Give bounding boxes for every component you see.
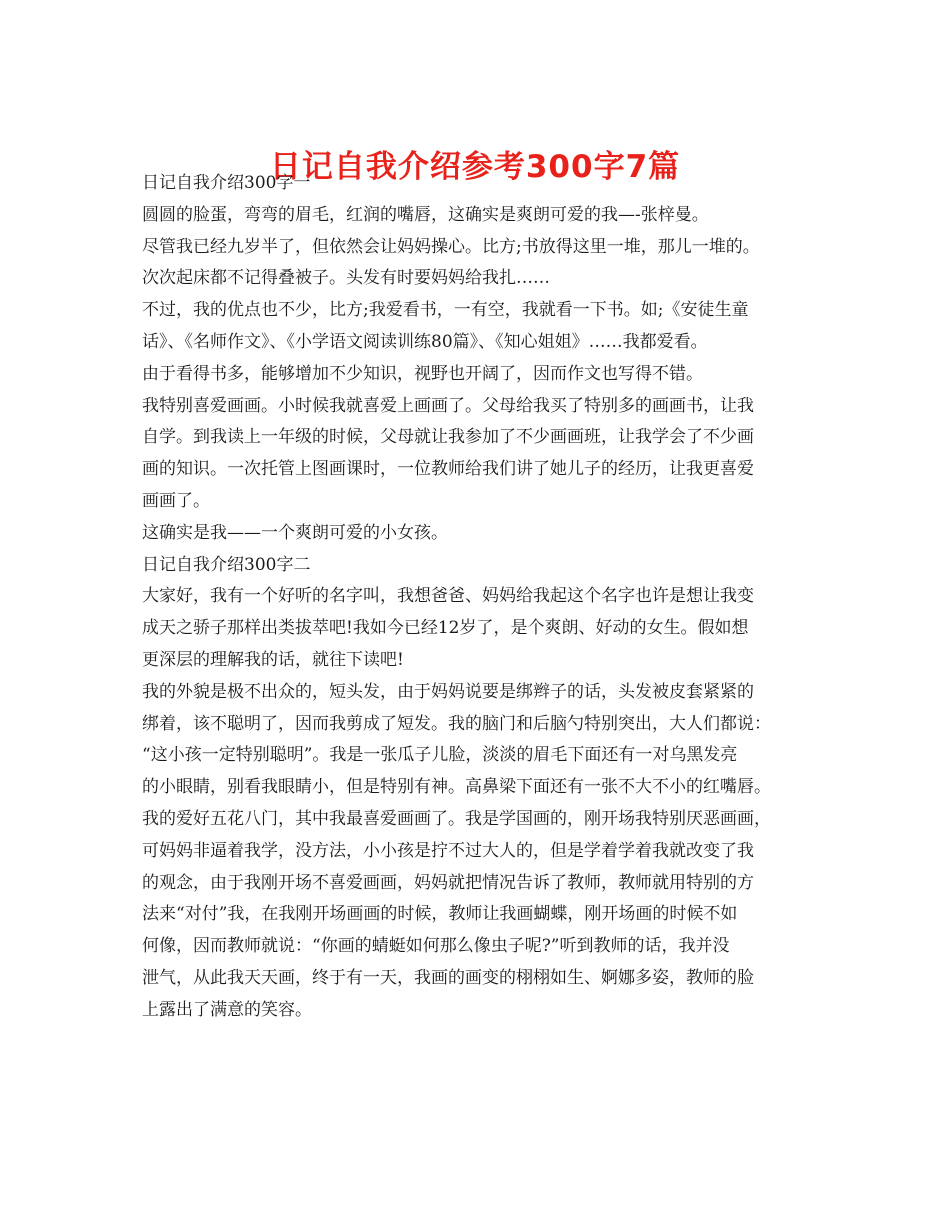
text-line: 自学。到我读上一年级的时候，父母就让我参加了不少画画班，让我学会了不少画 [142,427,754,448]
text-line: 我特别喜爱画画。小时候我就喜爱上画画了。父母给我买了特别多的画画书，让我 [142,395,754,416]
text-line: 尽管我已经九岁半了，但依然会让妈妈操心。比方;书放得这里一堆，那儿一堆的。 [142,236,760,257]
text-line: 日记自我介绍300字一 [142,173,311,193]
text-line: 画的知识。一次托管上图画课时，一位教师给我们讲了她儿子的经历，让我更喜爱 [142,459,754,480]
text-line: 更深层的理解我的话，就往下读吧! [142,649,404,670]
text-line: 我的爱好五花八门，其中我最喜爱画画了。我是学国画的，刚开场我特别厌恶画画， [142,808,771,829]
document-body [142,168,832,1027]
text-line: 我的外貌是极不出众的，短头发，由于妈妈说要是绑辫子的话，头发被皮套紧紧的 [142,681,754,702]
text-line: 的小眼睛，别看我眼睛小，但是特别有神。高鼻梁下面还有一张不大不小的红嘴唇。 [142,777,771,798]
text-line: “这小孩一定特别聪明”。我是一张瓜子儿脸，淡淡的眉毛下面还有一对乌黑发亮 [142,745,738,766]
text-line: 画画了。 [142,490,210,511]
text-line: 何像，因而教师就说：“你画的蜻蜓如何那么像虫子呢?”听到教师的话，我并没 [142,936,730,957]
text-line: 不过，我的优点也不少，比方;我爱看书，一有空，我就看一下书。如;《安徒生童 [142,300,749,321]
text-line: 话》、《名师作文》、《小学语文阅读训练80篇》、《知心姐姐》……我都爱看。 [142,331,708,352]
text-line: 的观念，由于我刚开场不喜爱画画，妈妈就把情况告诉了教师，教师就用特别的方 [142,872,754,893]
text-line: 上露出了满意的笑容。 [142,999,312,1020]
text-line: 圆圆的脸蛋，弯弯的眉毛，红润的嘴唇，这确实是爽朗可爱的我—-张梓曼。 [142,204,709,225]
text-line: 泄气，从此我天天画，终于有一天，我画的画变的栩栩如生、婀娜多姿，教师的脸 [142,967,754,988]
text-line: 这确实是我——一个爽朗可爱的小女孩。 [142,522,448,543]
text-line: 次次起床都不记得叠被子。头发有时要妈妈给我扎…… [142,268,550,289]
text-line: 成天之骄子那样出类拔萃吧!我如今已经12岁了，是个爽朗、好动的女生。假如想 [142,618,749,639]
text-line: 可妈妈非逼着我学，没方法，小小孩是拧不过大人的，但是学着学着我就改变了我 [142,840,754,861]
text-line: 法来“对付”我，在我刚开场画画的时候，教师让我画蝴蝶，刚开场画的时候不如 [142,904,738,925]
text-line: 大家好，我有一个好听的名字叫，我想爸爸、妈妈给我起这个名字也许是想让我变 [142,586,754,607]
text-line: 绑着，该不聪明了，因而我剪成了短发。我的脑门和后脑勺特别突出，大人们都说： [142,713,771,734]
text-line: 日记自我介绍300字二 [142,554,311,575]
text-line: 由于看得书多，能够增加不少知识，视野也开阔了，因而作文也写得不错。 [142,363,703,384]
document-title: 日记自我介绍参考300字7篇 [269,148,681,185]
